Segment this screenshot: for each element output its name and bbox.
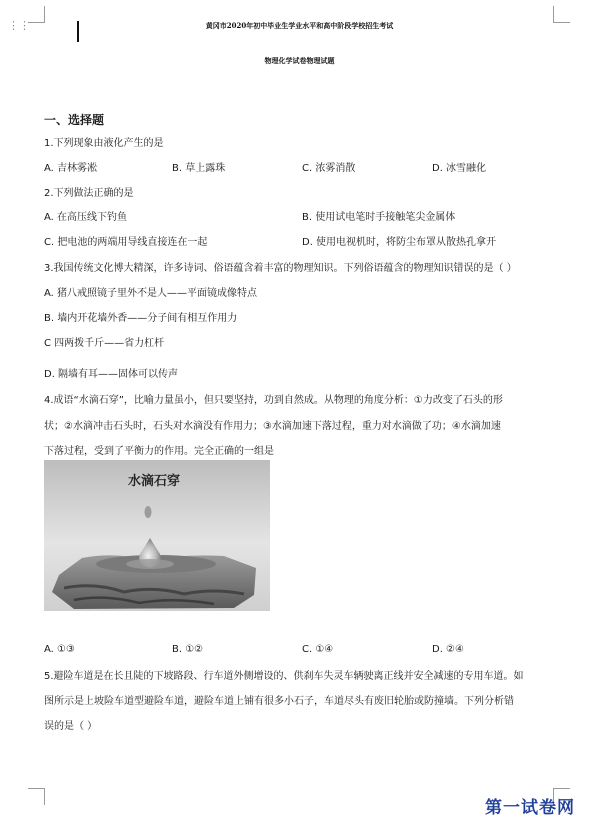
crop-mark-bottom-left xyxy=(28,788,45,805)
question-5-line-1: 5.避险车道是在长且陡的下坡路段、行车道外侧增设的、供刹车失灵车辆驶离正线并安全减速的专用车道。如 xyxy=(44,671,524,682)
question-4-option-c: C. ①④ xyxy=(302,644,334,655)
document-subtitle: 物理化学试卷物理试题 xyxy=(264,56,335,65)
figure-caption: 水滴石穿 xyxy=(128,474,181,489)
question-2-option-d: D. 使用电视机时，将防尘布罩从散热孔拿开 xyxy=(302,237,497,248)
question-3-option-a: A. 猪八戒照镜子里外不是人——平面镜成像特点 xyxy=(44,288,258,299)
question-2-option-c: C. 把电池的两端用导线直接连在一起 xyxy=(44,237,208,248)
question-1-option-d: D. 冰雪融化 xyxy=(432,163,487,174)
question-5-line-2: 图所示是上坡险车道型避险车道，避险车道上铺有很多小石子，车道尽头有废旧轮胎或防撞墙。下列分析错 xyxy=(44,696,514,707)
question-4-option-d: D. ②④ xyxy=(432,644,464,655)
question-2-stem: 2.下列做法正确的是 xyxy=(44,188,134,199)
question-4-option-a: A. ①③ xyxy=(44,644,75,655)
question-2-option-b: B. 使用试电笔时手接触笔尖金属体 xyxy=(302,212,456,223)
document-title: 黄冈市2020年初中毕业生学业水平和高中阶段学校招生考试 xyxy=(205,21,394,30)
water-drop-stone-image xyxy=(44,460,270,611)
question-1-option-a: A. 吉林雾凇 xyxy=(44,163,98,174)
section-heading: 一、选择题 xyxy=(44,113,105,127)
question-4-option-b: B. ①② xyxy=(172,644,204,655)
question-5-line-3: 误的是（ ） xyxy=(44,721,98,732)
question-3-option-b: B. 墙内开花墙外香——分子间有相互作用力 xyxy=(44,313,238,324)
question-3-stem: 3.我国传统文化博大精深，许多诗词、俗语蕴含着丰富的物理知识。下列俗语蕴含的物理知识错误的是（ ） xyxy=(44,263,517,274)
question-1-option-c: C. 浓雾消散 xyxy=(302,163,356,174)
question-1-stem: 1.下列现象由液化产生的是 xyxy=(44,138,164,149)
question-1-option-b: B. 草上露珠 xyxy=(172,163,226,174)
watermark-logo-text: 第一试卷网 xyxy=(485,798,575,818)
drag-handle-icon[interactable]: ⋮⋮ xyxy=(8,19,30,32)
question-2-option-a: A. 在高压线下钓鱼 xyxy=(44,212,128,223)
question-3-option-c: C 四两拨千斤——省力杠杆 xyxy=(44,338,165,349)
question-3-option-d: D. 隔墙有耳——固体可以传声 xyxy=(44,369,179,380)
question-4-line-2: 状；②水滴冲击石头时，石头对水滴没有作用力；③水滴加速下落过程，重力对水滴做了功；④水滴加速 xyxy=(44,421,501,432)
question-4-line-1: 4.成语“水滴石穿”，比喻力量虽小，但只要坚持，功到自然成。从物理的角度分析：①力改变了石头的形 xyxy=(44,395,503,406)
question-4-line-3: 下落过程，受到了平衡力的作用。完全正确的一组是 xyxy=(44,446,274,457)
